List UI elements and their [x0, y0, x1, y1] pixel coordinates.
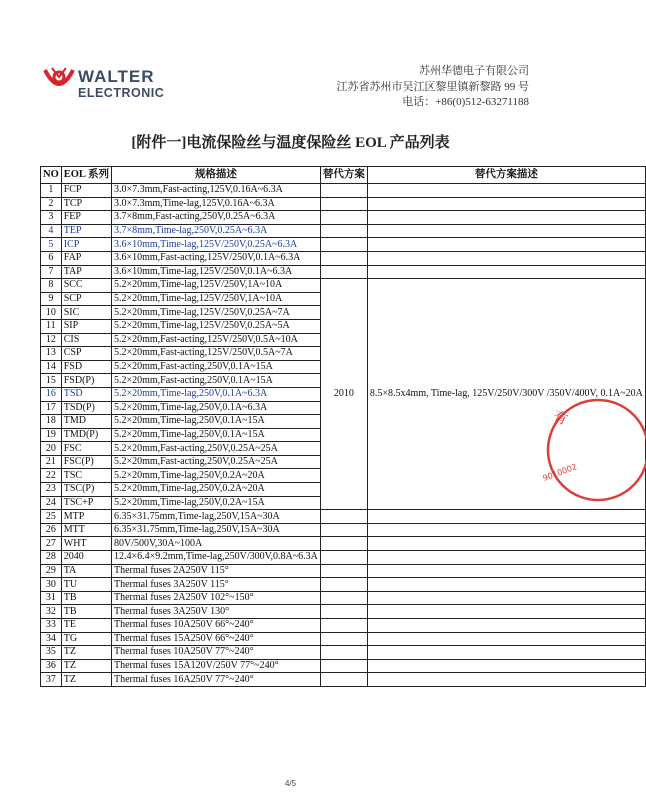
row-eol-series: TB — [61, 591, 111, 605]
row-eol-series: FCP — [61, 184, 111, 198]
row-eol-series: FSC — [61, 442, 111, 456]
alternative-cell — [320, 523, 367, 537]
alternative-cell — [320, 619, 367, 633]
row-number: 7 — [41, 265, 62, 279]
row-spec: 5.2×20mm,Time-lag,125V/250V,0.25A~7A — [111, 306, 320, 320]
row-number: 3 — [41, 211, 62, 225]
alternative-desc-cell — [367, 197, 645, 211]
row-spec: 3.0×7.3mm,Time-lag,125V,0.16A~6.3A — [111, 197, 320, 211]
row-spec: 3.7×8mm,Time-lag,250V,0.25A~6.3A — [111, 224, 320, 238]
row-eol-series: CIS — [61, 333, 111, 347]
header-spec: 规格描述 — [111, 167, 320, 184]
alternative-desc-cell: 8.5×8.5x4mm, Time-lag, 125V/250V/300V /350V/400V, 0.1A~20A — [367, 279, 645, 510]
row-eol-series: FSD — [61, 360, 111, 374]
row-number: 8 — [41, 279, 62, 293]
alternative-cell — [320, 564, 367, 578]
row-spec: 5.2×20mm,Fast-acting,125V/250V,0.5A~10A — [111, 333, 320, 347]
header-alternative: 替代方案 — [320, 167, 367, 184]
row-number: 37 — [41, 673, 62, 687]
alternative-cell — [320, 224, 367, 238]
table-row — [41, 238, 646, 252]
row-number: 2 — [41, 197, 62, 211]
row-spec: 5.2×20mm,Time-lag,250V,0.2A~20A — [111, 483, 320, 497]
alternative-cell — [320, 605, 367, 619]
alternative-cell — [320, 591, 367, 605]
alternative-desc-cell — [367, 251, 645, 265]
row-eol-series: TSD — [61, 387, 111, 401]
row-eol-series: MTT — [61, 523, 111, 537]
alternative-cell — [320, 646, 367, 660]
alternative-desc-cell — [367, 224, 645, 238]
row-eol-series: TZ — [61, 673, 111, 687]
svg-text:9010002: 9010002 — [541, 462, 579, 483]
row-spec: 12.4×6.4×9.2mm,Time-lag,250V/300V,0.8A~6.3A — [111, 551, 320, 565]
row-eol-series: SCP — [61, 292, 111, 306]
row-number: 4 — [41, 224, 62, 238]
table-row — [41, 279, 646, 293]
row-spec: Thermal fuses 16A250V 77°~240° — [111, 673, 320, 687]
row-number: 36 — [41, 659, 62, 673]
header-eol-series: EOL 系列 — [61, 167, 111, 184]
row-spec: Thermal fuses 2A250V 115° — [111, 564, 320, 578]
alternative-desc-cell — [367, 211, 645, 225]
row-eol-series: TCP — [61, 197, 111, 211]
row-number: 25 — [41, 510, 62, 524]
row-number: 22 — [41, 469, 62, 483]
row-spec: 5.2×20mm,Time-lag,125V/250V,0.25A~5A — [111, 319, 320, 333]
row-eol-series: SIC — [61, 306, 111, 320]
row-number: 19 — [41, 428, 62, 442]
alternative-desc-cell — [367, 591, 645, 605]
row-number: 28 — [41, 551, 62, 565]
row-spec: 3.0×7.3mm,Fast-acting,125V,0.16A~6.3A — [111, 184, 320, 198]
row-number: 11 — [41, 319, 62, 333]
row-spec: 5.2×20mm,Time-lag,125V/250V,1A~10A — [111, 279, 320, 293]
row-spec: Thermal fuses 15A120V/250V 77°~240° — [111, 659, 320, 673]
table-row — [41, 251, 646, 265]
row-number: 29 — [41, 564, 62, 578]
table-row — [41, 591, 646, 605]
row-number: 21 — [41, 455, 62, 469]
row-eol-series: ICP — [61, 238, 111, 252]
alternative-desc-cell — [367, 238, 645, 252]
alternative-desc-cell — [367, 510, 645, 524]
row-spec: 5.2×20mm,Fast-acting,250V,0.1A~15A — [111, 374, 320, 388]
alternative-desc-cell — [367, 523, 645, 537]
row-number: 12 — [41, 333, 62, 347]
company-logo — [42, 64, 182, 108]
header-alternative-desc: 替代方案描述 — [367, 167, 645, 184]
row-eol-series: WHT — [61, 537, 111, 551]
row-eol-series: SIP — [61, 319, 111, 333]
row-spec: Thermal fuses 15A250V 66°~240° — [111, 632, 320, 646]
row-spec: Thermal fuses 3A250V 130° — [111, 605, 320, 619]
row-eol-series: TMD — [61, 415, 111, 429]
row-spec: 6.35×31.75mm,Time-lag,250V,15A~30A — [111, 510, 320, 524]
row-number: 26 — [41, 523, 62, 537]
table-row — [41, 224, 646, 238]
alternative-cell — [320, 238, 367, 252]
alternative-cell — [320, 510, 367, 524]
row-number: 31 — [41, 591, 62, 605]
row-number: 13 — [41, 347, 62, 361]
table-row — [41, 184, 646, 198]
company-info — [337, 64, 530, 111]
row-spec: 3.7×8mm,Fast-acting,250V,0.25A~6.3A — [111, 211, 320, 225]
table-row — [41, 659, 646, 673]
company-address: 江苏省苏州市吴江区黎里镇新黎路 99 号 — [336, 80, 529, 93]
row-spec: 5.2×20mm,Time-lag,250V,0.1A~15A — [111, 428, 320, 442]
alternative-cell — [320, 211, 367, 225]
row-eol-series: 2040 — [61, 551, 111, 565]
row-number: 35 — [41, 646, 62, 660]
alternative-desc-cell — [367, 578, 645, 592]
row-eol-series: TSC(P) — [61, 483, 111, 497]
table-row — [41, 510, 646, 524]
alternative-cell — [320, 673, 367, 687]
alternative-cell — [320, 551, 367, 565]
table-row — [41, 523, 646, 537]
header-no: NO — [41, 167, 62, 184]
row-eol-series: TZ — [61, 659, 111, 673]
row-spec: 5.2×20mm,Fast-acting,250V,0.1A~15A — [111, 360, 320, 374]
alternative-desc-cell — [367, 605, 645, 619]
row-number: 23 — [41, 483, 62, 497]
row-eol-series: SCC — [61, 279, 111, 293]
table-row — [41, 265, 646, 279]
table-row — [41, 619, 646, 633]
row-number: 32 — [41, 605, 62, 619]
row-eol-series: FSD(P) — [61, 374, 111, 388]
table-row — [41, 646, 646, 660]
alternative-desc-cell — [367, 564, 645, 578]
row-spec: 5.2×20mm,Fast-acting,250V,0.25A~25A — [111, 442, 320, 456]
alternative-desc-cell — [367, 551, 645, 565]
row-eol-series: TB — [61, 605, 111, 619]
alternative-desc-cell — [367, 619, 645, 633]
row-eol-series: CSP — [61, 347, 111, 361]
row-number: 9 — [41, 292, 62, 306]
row-eol-series: FEP — [61, 211, 111, 225]
row-spec: Thermal fuses 10A250V 77°~240° — [111, 646, 320, 660]
row-eol-series: TZ — [61, 646, 111, 660]
row-number: 30 — [41, 578, 62, 592]
table-row — [41, 578, 646, 592]
row-number: 18 — [41, 415, 62, 429]
row-number: 34 — [41, 632, 62, 646]
row-spec: 5.2×20mm,Time-lag,250V,0.1A~15A — [111, 415, 320, 429]
row-eol-series: TSC — [61, 469, 111, 483]
row-spec: 5.2×20mm,Time-lag,250V,0.2A~20A — [111, 469, 320, 483]
svg-text:有: 有 — [550, 408, 570, 429]
row-number: 10 — [41, 306, 62, 320]
table-row — [41, 605, 646, 619]
alternative-cell — [320, 265, 367, 279]
alternative-desc-cell — [367, 659, 645, 673]
alternative-cell — [320, 197, 367, 211]
alternative-cell — [320, 251, 367, 265]
alternative-desc-cell — [367, 646, 645, 660]
row-number: 33 — [41, 619, 62, 633]
row-eol-series: FSC(P) — [61, 455, 111, 469]
company-name: 苏州华德电子有限公司 — [419, 65, 529, 77]
row-spec: 3.6×10mm,Time-lag,125V/250V,0.25A~6.3A — [111, 238, 320, 252]
row-eol-series: TMD(P) — [61, 428, 111, 442]
table-row — [41, 673, 646, 687]
row-spec: 3.6×10mm,Time-lag,125V/250V,0.1A~6.3A — [111, 265, 320, 279]
alternative-cell — [320, 537, 367, 551]
table-header-row — [41, 167, 646, 184]
row-eol-series: TSD(P) — [61, 401, 111, 415]
logo-text-walter: WALTER — [78, 67, 155, 86]
row-number: 24 — [41, 496, 62, 510]
alternative-desc-cell — [367, 632, 645, 646]
row-spec: 5.2×20mm,Time-lag,250V,0.1A~6.3A — [111, 387, 320, 401]
row-eol-series: TA — [61, 564, 111, 578]
row-eol-series: TG — [61, 632, 111, 646]
row-eol-series: FAP — [61, 251, 111, 265]
alternative-cell — [320, 632, 367, 646]
row-spec: 6.35×31.75mm,Time-lag,250V,15A~30A — [111, 523, 320, 537]
page-number: 4/5 — [284, 779, 297, 788]
table-row — [41, 632, 646, 646]
row-spec: 5.2×20mm,Fast-acting,125V/250V,0.5A~7A — [111, 347, 320, 361]
alternative-cell — [320, 659, 367, 673]
row-number: 5 — [41, 238, 62, 252]
alternative-desc-cell — [367, 184, 645, 198]
row-spec: Thermal fuses 10A250V 66°~240° — [111, 619, 320, 633]
document-title: [附件一]电流保险丝与温度保险丝 EOL 产品列表 — [131, 135, 450, 151]
row-eol-series: TU — [61, 578, 111, 592]
row-eol-series: TEP — [61, 224, 111, 238]
alternative-desc-cell — [367, 265, 645, 279]
row-eol-series: TSC+P — [61, 496, 111, 510]
alternative-desc-cell — [367, 537, 645, 551]
row-spec: Thermal fuses 2A250V 102°~150° — [111, 591, 320, 605]
alternative-cell: 2010 — [320, 279, 367, 510]
table-row — [41, 537, 646, 551]
row-number: 15 — [41, 374, 62, 388]
row-spec: Thermal fuses 3A250V 115° — [111, 578, 320, 592]
row-spec: 80V/500V,30A~100A — [111, 537, 320, 551]
row-number: 1 — [41, 184, 62, 198]
row-number: 14 — [41, 360, 62, 374]
row-eol-series: MTP — [61, 510, 111, 524]
walter-logo-icon — [42, 64, 76, 104]
logo-text-electronic: ELECTRONIC — [78, 86, 165, 100]
table-row — [41, 197, 646, 211]
row-spec: 5.2×20mm,Time-lag,125V/250V,1A~10A — [111, 292, 320, 306]
row-number: 17 — [41, 401, 62, 415]
company-phone: 电话：+86(0)512-63271188 — [402, 96, 529, 108]
row-eol-series: TE — [61, 619, 111, 633]
row-spec: 3.6×10mm,Fast-acting,125V/250V,0.1A~6.3A — [111, 251, 320, 265]
alternative-desc-cell — [367, 673, 645, 687]
row-number: 20 — [41, 442, 62, 456]
row-spec: 5.2×20mm,Fast-acting,250V,0.25A~25A — [111, 455, 320, 469]
table-row — [41, 211, 646, 225]
row-number: 27 — [41, 537, 62, 551]
row-number: 16 — [41, 387, 62, 401]
table-row — [41, 551, 646, 565]
company-seal-stamp — [540, 395, 610, 505]
table-row — [41, 564, 646, 578]
row-spec: 5.2×20mm,Time-lag,250V,0.1A~6.3A — [111, 401, 320, 415]
alternative-cell — [320, 578, 367, 592]
row-number: 6 — [41, 251, 62, 265]
alternative-cell — [320, 184, 367, 198]
row-eol-series: TAP — [61, 265, 111, 279]
row-spec: 5.2×20mm,Time-lag,250V,0.2A~15A — [111, 496, 320, 510]
